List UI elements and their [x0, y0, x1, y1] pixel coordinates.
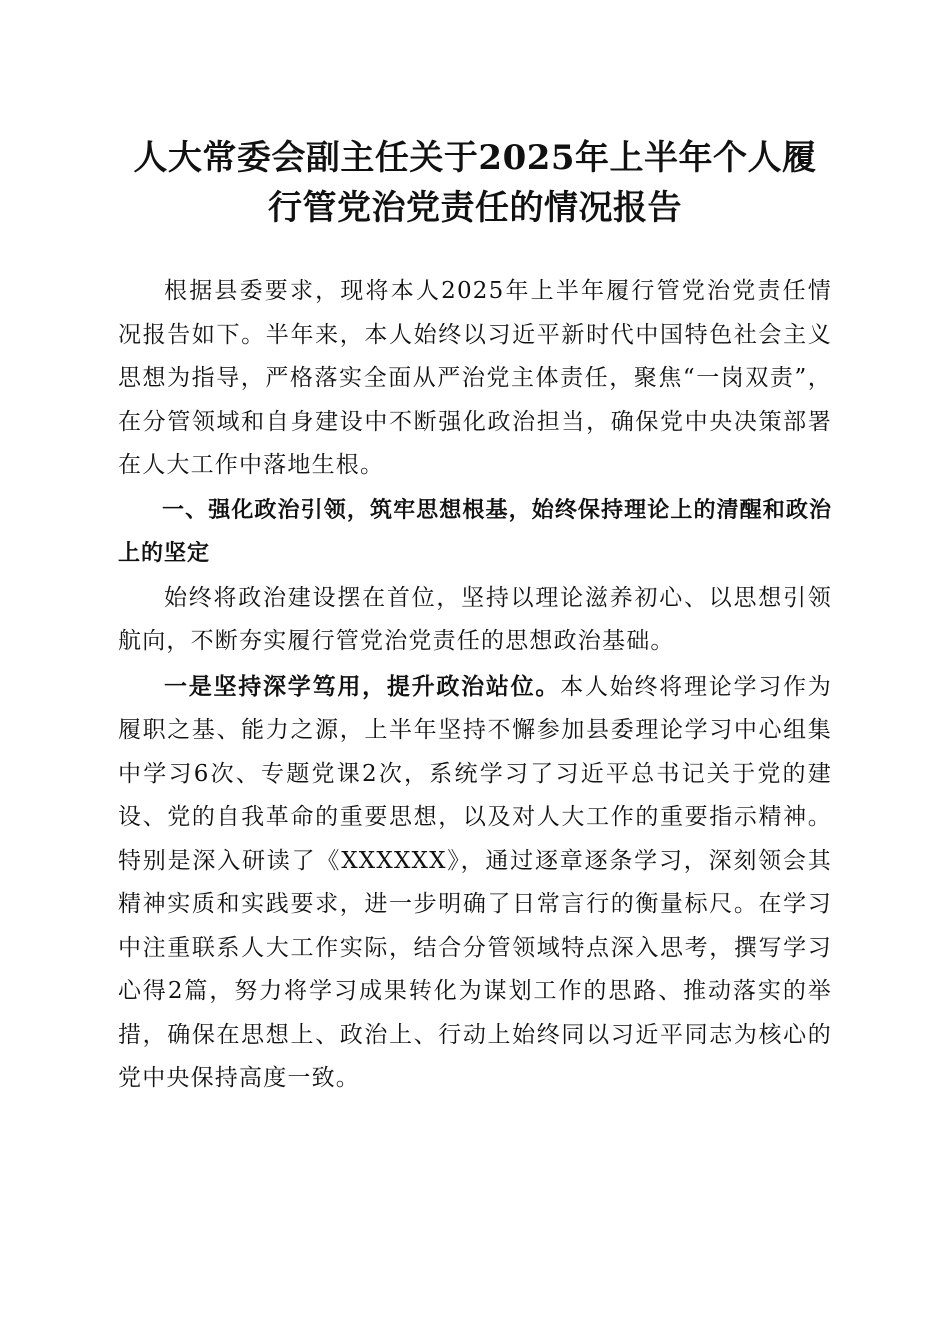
point-lead-1: 一是坚持深学笃用，提升政治站位。	[164, 672, 561, 700]
document-title	[100, 133, 850, 233]
title-line-2: 行管党治党责任的情况报告	[268, 188, 682, 228]
point-body-1: 本人始终将理论学习作为履职之基、能力之源，上半年坚持不懈参加县委理论学习中心组集中学习6次、专题党课2次，系统学习了习近平总书记关于党的建设、党的自我革命的重要思想，以及对人大工作的重要指示精神。特别是深入研读了《XXXXXX》，通过逐章逐条学习，深刻领会其精神实质和实践要求，进一步明确了日常言行的衡量标尺。在学习中注重联系人大工作实际，结合分管领域特点深入思考，撰写学习心得2篇，努力将学习成果转化为谋划工作的思路、推动落实的举措，确保在思想上、政治上、行动上始终同以习近平同志为核心的党中央保持高度一致。	[118, 673, 833, 1091]
title-line-1: 人大常委会副主任关于2025年上半年个人履	[133, 138, 817, 178]
document-body	[118, 270, 832, 1102]
section-heading-1: 一、强化政治引领，筑牢思想根基，始终保持理论上的清醒和政治上的坚定	[118, 497, 832, 566]
point-paragraph-1	[118, 665, 832, 1101]
section-summary-paragraph: 始终将政治建设摆在首位，坚持以理论滋养初心、以思想引领航向，不断夯实履行管党治党责任的思想政治基础。	[118, 584, 832, 654]
intro-paragraph: 根据县委要求，现将本人2025年上半年履行管党治党责任情况报告如下。半年来，本人始终以习近平新时代中国特色社会主义思想为指导，严格落实全面从严治党主体责任，聚焦“一岗双责”，在分管领域和自身建设中不断强化政治担当，确保党中央决策部署在人大工作中落地生根。	[118, 278, 832, 478]
